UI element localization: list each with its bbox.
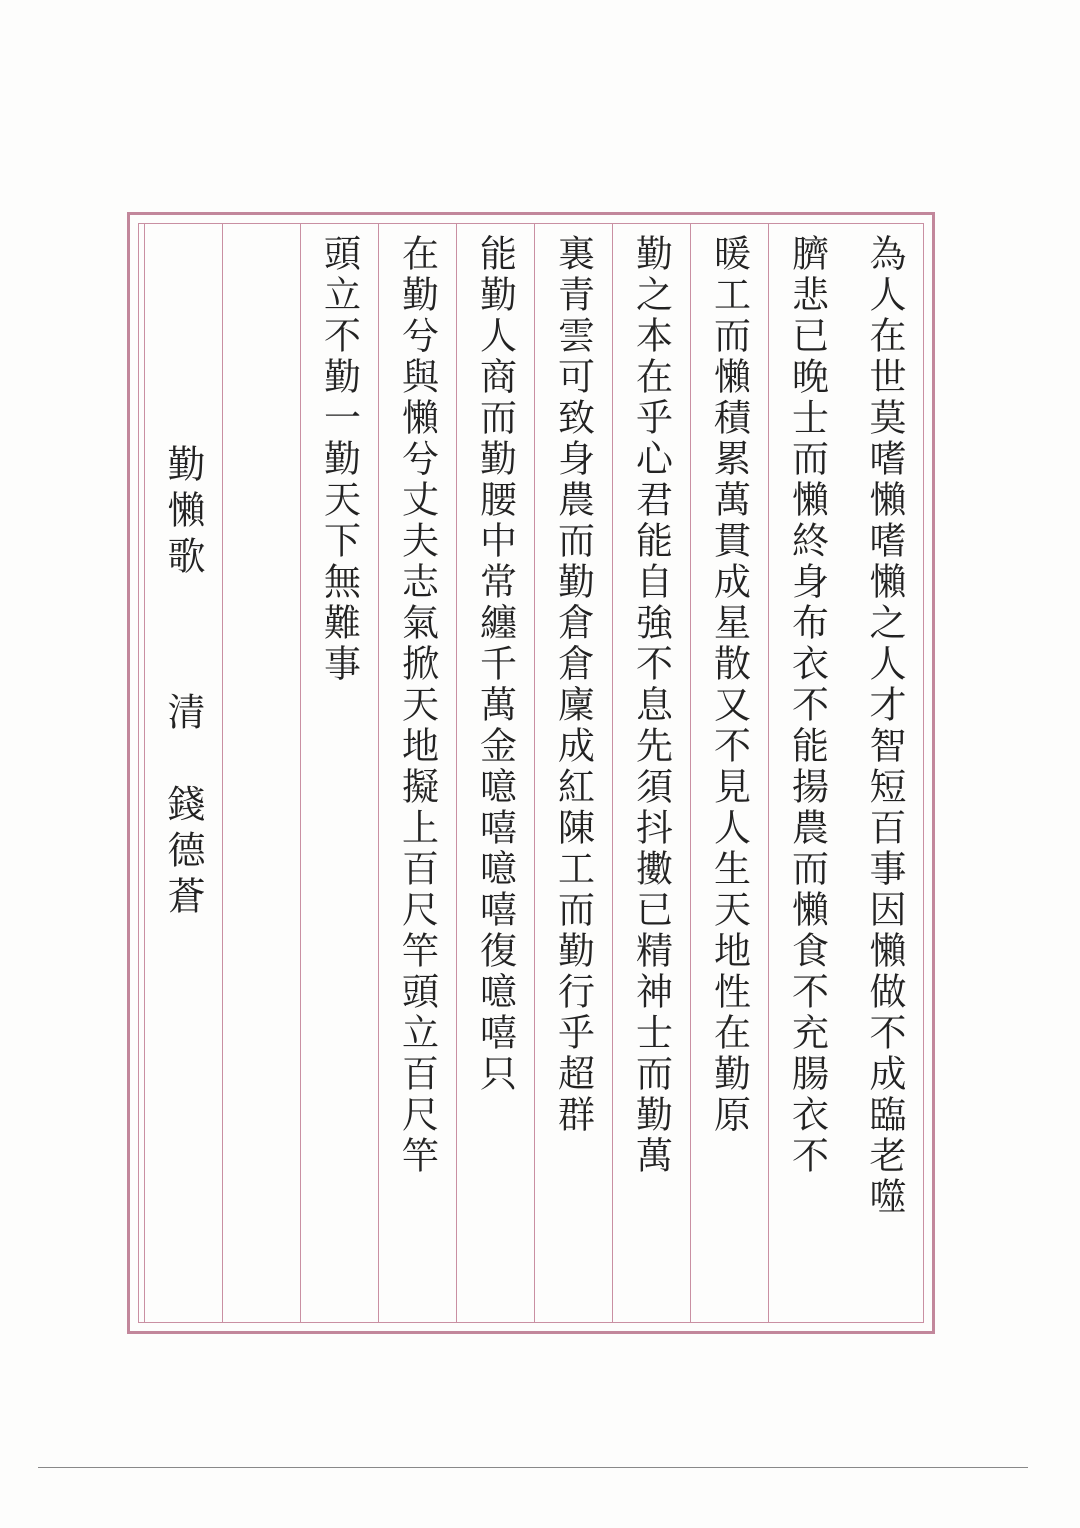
text-line-6: 能勤人商而勤腰中常纏千萬金噫嘻噫嘻復噫嘻只 xyxy=(473,234,517,1095)
column-1 xyxy=(846,224,923,1322)
column-9-empty xyxy=(222,224,299,1322)
column-title xyxy=(144,224,221,1322)
column-3 xyxy=(690,224,767,1322)
text-line-8: 頭立不勤一勤天下無難事 xyxy=(317,234,361,685)
text-line-5: 裏青雲可致身農而勤倉倉廩成紅陳工而勤行乎超群 xyxy=(551,234,595,1136)
column-7 xyxy=(378,224,455,1322)
column-6 xyxy=(456,224,533,1322)
bottom-divider xyxy=(38,1467,1028,1468)
poem-author: 清 錢德蒼 xyxy=(161,692,205,922)
poem-title: 勤懶歌 xyxy=(161,444,205,582)
grid-inner xyxy=(138,223,924,1323)
text-line-1: 為人在世莫嗜懶嗜懶之人才智短百事因懶做不成臨老噬 xyxy=(863,234,906,1218)
column-2 xyxy=(768,224,845,1322)
grid-frame xyxy=(127,212,935,1334)
column-4 xyxy=(612,224,689,1322)
text-line-3: 暖工而懶積累萬貫成星散又不見人生天地性在勤原 xyxy=(707,234,751,1136)
column-5 xyxy=(534,224,611,1322)
text-line-4: 勤之本在乎心君能自強不息先須抖擻已精神士而勤萬 xyxy=(629,234,673,1177)
column-8 xyxy=(300,224,377,1322)
text-line-7: 在勤兮與懶兮丈夫志氣掀天地擬上百尺竿頭立百尺竿 xyxy=(395,234,439,1177)
text-line-2: 臍悲已晚士而懶終身布衣不能揚農而懶食不充腸衣不 xyxy=(785,234,829,1177)
